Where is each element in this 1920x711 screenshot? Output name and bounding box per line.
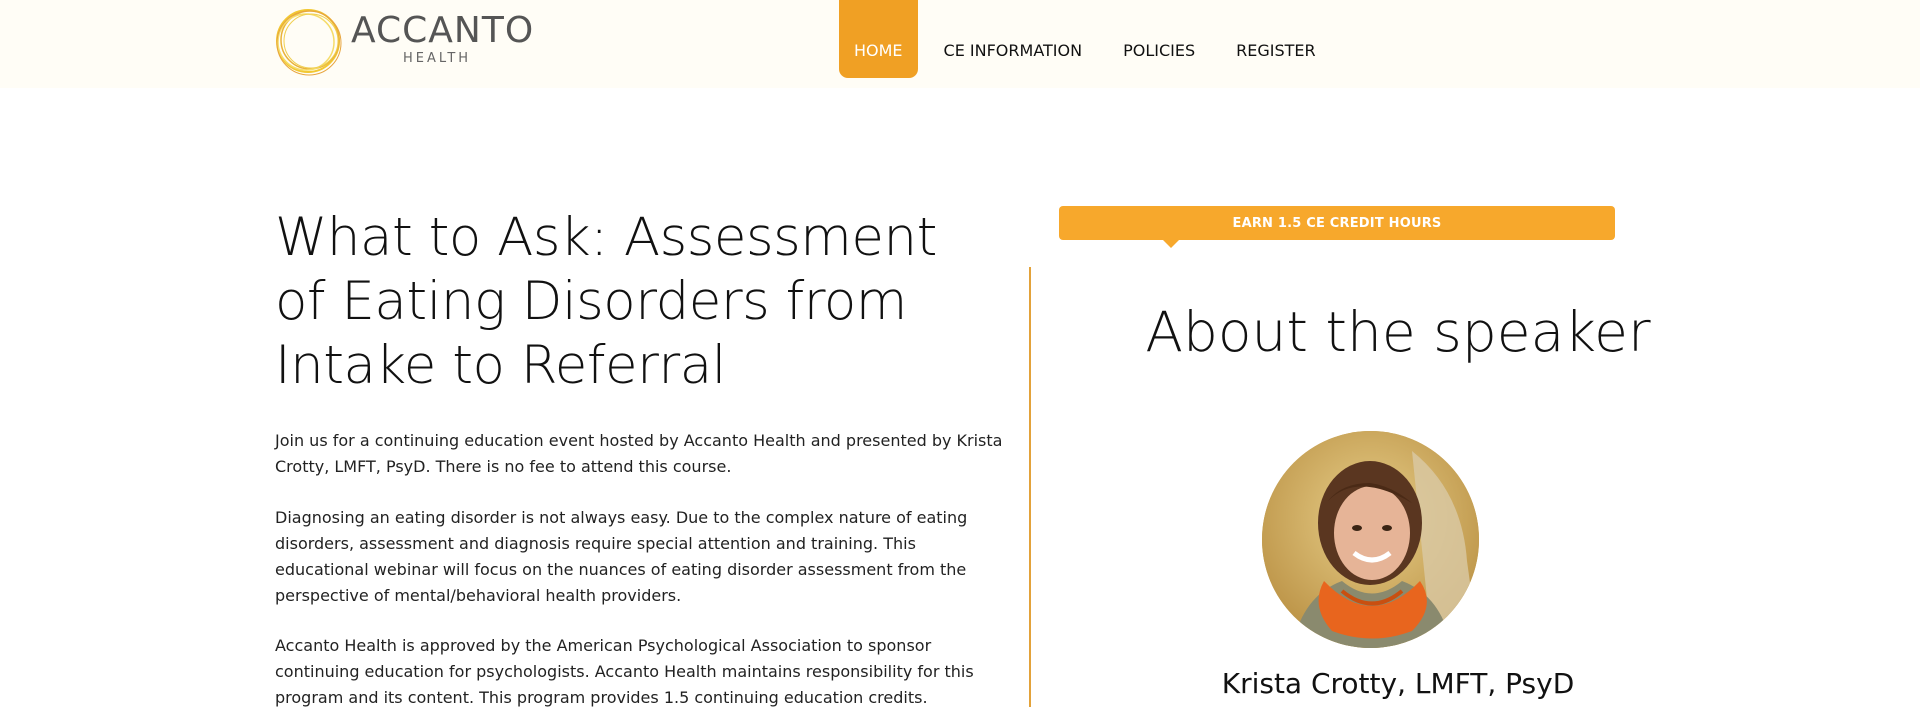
speaker-name: Krista Crotty, LMFT, PsyD — [1221, 667, 1575, 700]
ce-credit-banner — [1059, 206, 1615, 240]
accanto-logo[interactable] — [273, 4, 535, 76]
column-divider — [1029, 267, 1031, 707]
about-speaker-heading: About the speaker — [1145, 300, 1651, 364]
page-title: What to Ask: Assessment of Eating Disorders from Intake to Referral — [275, 207, 937, 396]
banner-pointer-icon — [1163, 240, 1179, 248]
logo-wordmark: ACCANTO — [351, 10, 535, 51]
logo-tagline: HEALTH — [403, 51, 472, 66]
ce-credit-text: EARN 1.5 CE CREDIT HOURS — [1232, 215, 1442, 231]
intro-paragraph: Join us for a continuing education event hosted by Accanto Health and presented by Krista Crotty, LMFT, PsyD. There is no fee to attend this course. — [275, 431, 1003, 476]
logo-rings-icon — [273, 4, 347, 78]
description-paragraph: Diagnosing an eating disorder is not always easy. Due to the complex nature of eating disorders, assessment and diagnosis require special attention and training. This educational webinar will focus on the nuances of eating disorder assessment from the perspective of mental/behavioral health providers. — [275, 508, 968, 605]
main-nav — [839, 0, 1342, 80]
nav-policies[interactable]: POLICIES — [1123, 41, 1196, 60]
speaker-portrait-icon — [1262, 431, 1479, 648]
nav-ce-information[interactable]: CE INFORMATION — [943, 41, 1083, 60]
site-header — [0, 0, 1920, 88]
nav-register[interactable]: REGISTER — [1236, 41, 1316, 60]
nav-home[interactable]: HOME — [839, 0, 918, 78]
speaker-avatar — [1262, 431, 1479, 648]
accreditation-paragraph: Accanto Health is approved by the American Psychological Association to sponsor continuing education for psychologists. Accanto Health maintains responsibility for this program and its content. This program provides 1.5 continuing education credits. — [275, 636, 974, 707]
